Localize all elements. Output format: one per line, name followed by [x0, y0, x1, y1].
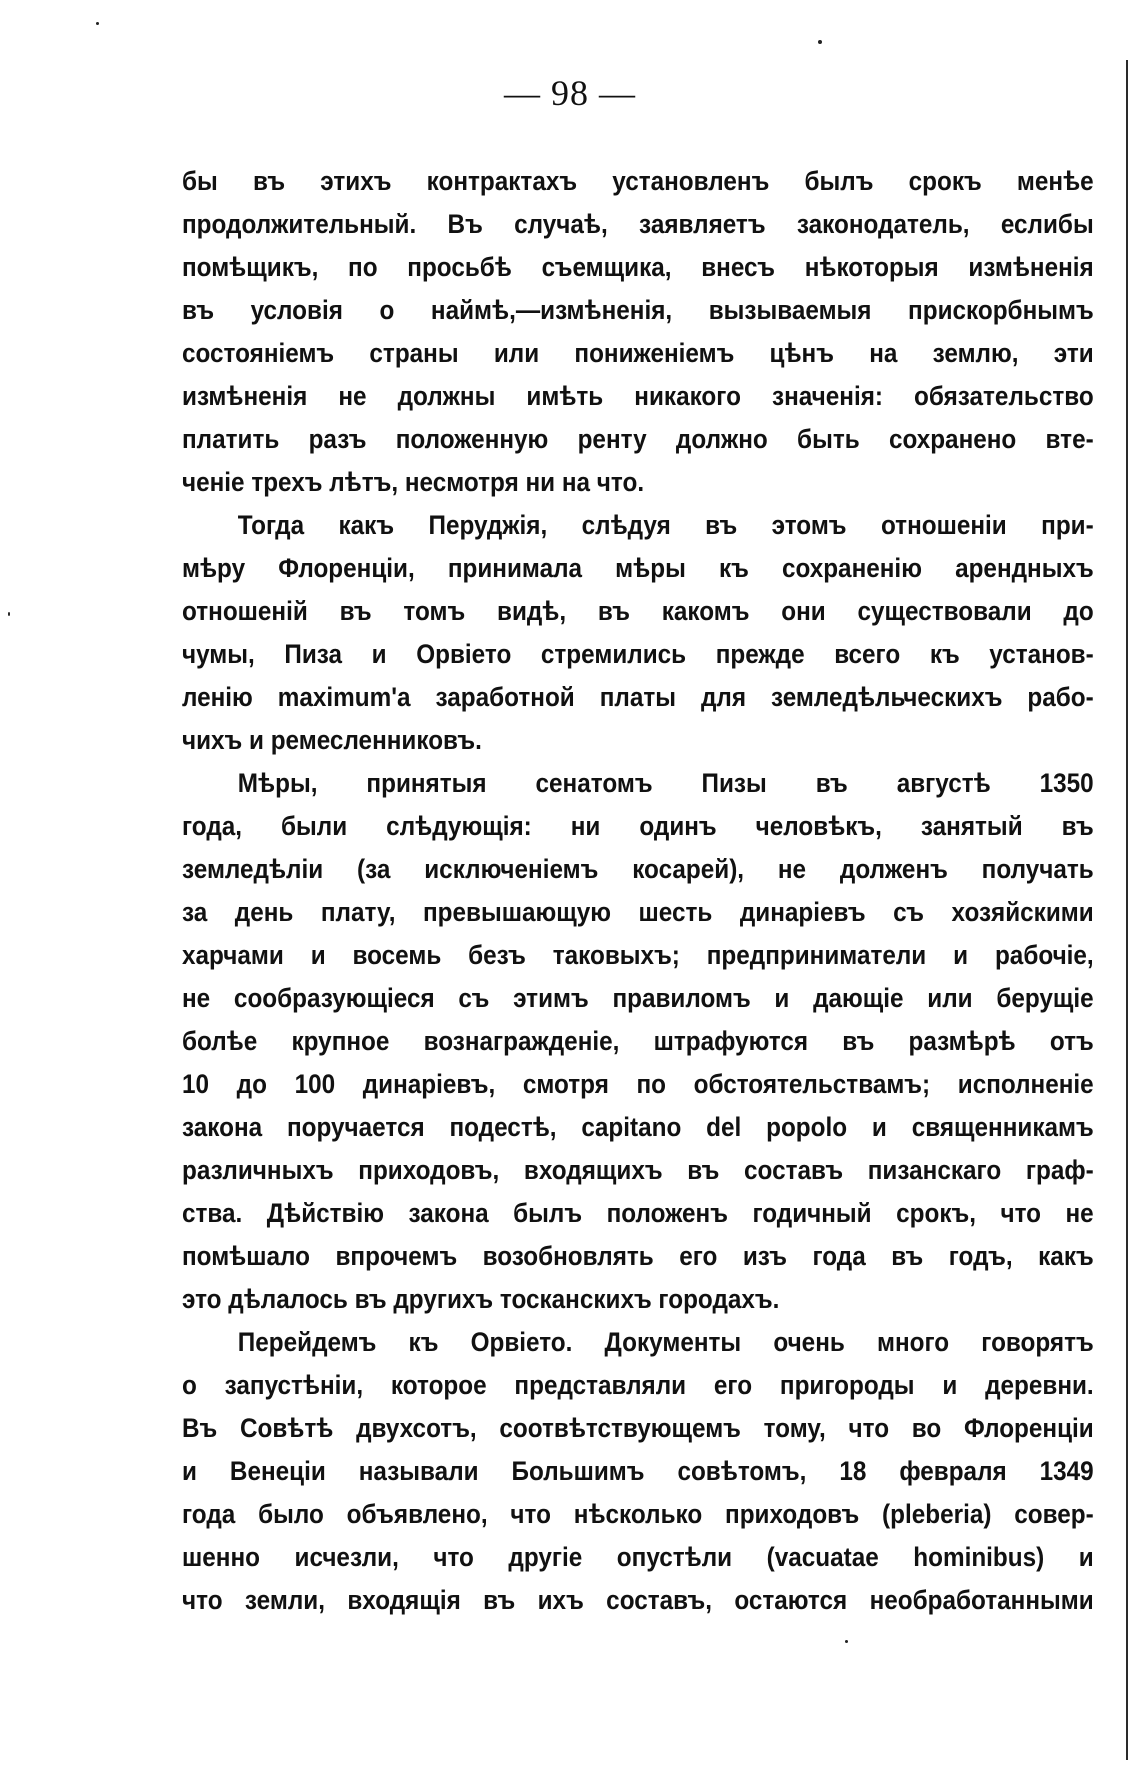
text-line: мѣру Флоренціи, принимала мѣры къ сохраненію арендныхъ: [182, 553, 1094, 583]
text-line: помѣщикъ, по просьбѣ съемщика, внесъ нѣкоторыя измѣненія: [182, 252, 1094, 282]
text-line: земледѣліи (за исключеніемъ косарей), не долженъ получать: [182, 854, 1094, 884]
text-line: это дѣлалось въ другихъ тосканскихъ городахъ.: [182, 1284, 780, 1314]
text-line: о запустѣніи, которое представляли его пригороды и деревни.: [182, 1370, 1094, 1400]
text-line: продолжительный. Въ случаѣ, заявляетъ законодатель, еслибы: [182, 209, 1094, 239]
text-line: Въ Совѣтѣ двухсотъ, соотвѣтствующемъ тому, что во Флоренціи: [182, 1413, 1094, 1443]
text-line: за день плату, превышающую шесть динаріевъ съ хозяйскими: [182, 897, 1094, 927]
text-line: въ условія о наймѣ,—измѣненія, вызываемыя прискорбнымъ: [182, 295, 1094, 325]
text-line: Тогда какъ Перуджія, слѣдуя въ этомъ отношеніи при-: [237, 510, 1094, 540]
page-number: — 98 —: [504, 73, 636, 113]
text-line: года было объявлено, что нѣсколько приходовъ (pleberia) совер-: [182, 1499, 1094, 1529]
scan-speck: [8, 612, 10, 616]
text-line: года, были слѣдующія: ни одинъ человѣкъ, занятый въ: [182, 811, 1094, 841]
text-line: 10 до 100 динаріевъ, смотря по обстоятельствамъ; исполненіе: [182, 1069, 1094, 1099]
scan-speck: [845, 1640, 848, 1643]
text-line: измѣненія не должны имѣть никакого значенія: обязательство: [182, 381, 1094, 411]
body-text: [182, 160, 1094, 1622]
scan-speck: [96, 22, 99, 25]
text-line: не сообразующіеся съ этимъ правиломъ и дающіе или берущіе: [182, 983, 1094, 1013]
text-line: ченіе трехъ лѣтъ, несмотря ни на что.: [182, 467, 645, 497]
text-line: что земли, входящія въ ихъ составъ, остаются необработанными: [182, 1585, 1094, 1615]
text-line: харчами и восемь безъ таковыхъ; предприниматели и рабочіе,: [182, 940, 1094, 970]
text-line: состояніемъ страны или пониженіемъ цѣнъ на землю, эти: [182, 338, 1094, 368]
text-line: закона поручается подестѣ, capitano del popolo и священникамъ: [182, 1112, 1094, 1142]
page-edge-line: [1126, 60, 1128, 1760]
scan-speck: [818, 40, 822, 44]
text-line: платить разъ положенную ренту должно быть сохранено вте-: [182, 424, 1094, 454]
text-line: помѣшало впрочемъ возобновлять его изъ года въ годъ, какъ: [182, 1241, 1094, 1271]
text-line: шенно исчезли, что другіе опустѣли (vacuatae hominibus) и: [182, 1542, 1094, 1572]
text-line: отношеній въ томъ видѣ, въ какомъ они существовали до: [182, 596, 1094, 626]
text-line: чумы, Пиза и Орвіето стремились прежде всего къ установ-: [182, 639, 1094, 669]
text-line: болѣе крупное вознагражденіе, штрафуются въ размѣрѣ отъ: [182, 1026, 1094, 1056]
text-line: и Венеціи называли Большимъ совѣтомъ, 18 февраля 1349: [182, 1456, 1094, 1486]
text-line: ства. Дѣйствію закона былъ положенъ годичный срокъ, что не: [182, 1198, 1094, 1228]
text-line: чихъ и ремесленниковъ.: [182, 725, 482, 755]
text-line: различныхъ приходовъ, входящихъ въ составъ пизанскаго граф-: [182, 1155, 1094, 1185]
text-line: Перейдемъ къ Орвіето. Документы очень много говорятъ: [237, 1327, 1094, 1357]
text-line: Мѣры, принятыя сенатомъ Пизы въ августѣ 1350: [237, 768, 1094, 798]
text-line: бы въ этихъ контрактахъ установленъ былъ срокъ менѣе: [182, 166, 1094, 196]
text-line: ленію maximum'а заработной платы для земледѣльческихъ рабо-: [182, 682, 1094, 712]
